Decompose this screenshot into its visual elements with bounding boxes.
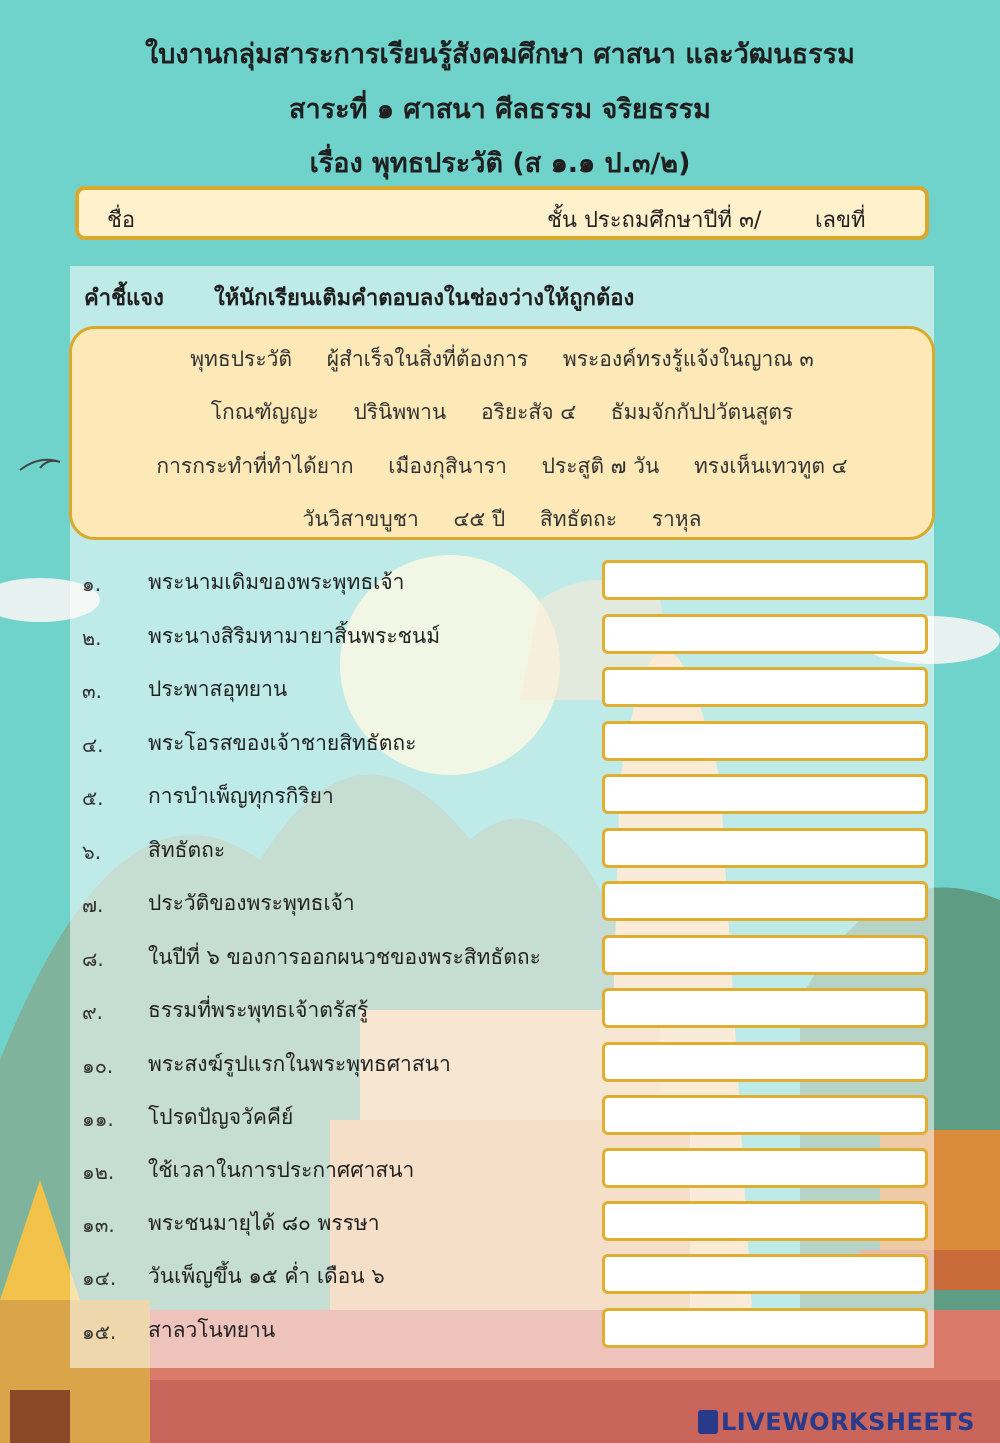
word-bank-item: ๔๕ ปี [453, 507, 506, 531]
answer-field[interactable] [602, 1095, 928, 1135]
word-bank-item: การกระทำที่ทำได้ยาก [156, 454, 354, 478]
word-bank-item: วันวิสาขบูชา [302, 507, 419, 531]
question-row [0, 935, 1000, 979]
question-number: ๑๑. [82, 1107, 114, 1131]
question-text: การบำเพ็ญทุกรกิริยา [148, 784, 334, 808]
question-row [0, 614, 1000, 658]
student-info-box [75, 186, 929, 240]
word-bank-item: พระองค์ทรงรู้แจ้งในญาณ ๓ [562, 347, 814, 371]
question-row [0, 721, 1000, 765]
word-bank-item: เมืองกุสินารา [388, 454, 507, 478]
question-text: ธรรมที่พระพุทธเจ้าตรัสรู้ [148, 998, 369, 1022]
answer-field[interactable] [602, 988, 928, 1028]
instructions-label: คำชี้แจง [84, 286, 164, 311]
question-number: ๑๐. [82, 1054, 114, 1078]
word-bank-item: ทรงเห็นเทวทูต ๔ [693, 454, 848, 478]
logo-text: LIVEWORKSHEETS [721, 1408, 975, 1436]
answer-field[interactable] [602, 935, 928, 975]
word-bank-item: ธัมมจักกัปปวัตนสูตร [610, 400, 794, 424]
question-text: ในปีที่ ๖ ของการออกผนวชของพระสิทธัตถะ [148, 945, 541, 969]
answer-field[interactable] [602, 560, 928, 600]
answer-field[interactable] [602, 667, 928, 707]
answer-field[interactable] [602, 1254, 928, 1294]
question-text: พระโอรสของเจ้าชายสิทธัตถะ [148, 731, 417, 755]
worksheet-topic: เรื่อง พุทธประวัติ (ส ๑.๑ ป.๓/๒) [309, 148, 691, 179]
instructions [84, 280, 635, 315]
word-bank [69, 326, 935, 540]
question-number: ๓. [82, 679, 103, 703]
answer-field[interactable] [602, 614, 928, 654]
answer-field[interactable] [602, 721, 928, 761]
word-bank-line [72, 503, 932, 536]
answer-field[interactable] [602, 1042, 928, 1082]
answer-field[interactable] [602, 828, 928, 868]
question-text: สาลวโนทยาน [148, 1318, 276, 1342]
question-number: ๑๔. [82, 1266, 117, 1290]
question-text: พระนามเดิมของพระพุทธเจ้า [148, 570, 405, 594]
question-number: ๙. [82, 1000, 104, 1024]
worksheet-title: ใบงานกลุ่มสาระการเรียนรู้สังคมศึกษา ศาสนา และวัฒนธรรม [145, 39, 855, 70]
question-text: ใช้เวลาในการประกาศศาสนา [148, 1158, 415, 1182]
class-label: ชั้น ประถมศึกษาปีที่ ๓/ [547, 208, 762, 233]
question-number: ๔. [82, 733, 104, 757]
logo-badge-icon [698, 1410, 718, 1434]
question-row [0, 1042, 1000, 1086]
word-bank-line [72, 450, 932, 483]
question-text: พระนางสิริมหามายาสิ้นพระชนม์ [148, 624, 441, 648]
word-bank-item: อริยะสัจ ๔ [480, 400, 577, 424]
question-row [0, 1095, 1000, 1139]
question-number: ๑๕. [82, 1320, 117, 1344]
word-bank-line [72, 396, 932, 429]
question-number: ๑๓. [82, 1213, 115, 1237]
question-text: พระชนมายุได้ ๘๐ พรรษา [148, 1211, 380, 1235]
answer-field[interactable] [602, 1148, 928, 1188]
word-bank-item: สิทธัตถะ [539, 507, 618, 531]
question-number: ๘. [82, 947, 104, 971]
question-number: ๗. [82, 893, 104, 917]
answer-field[interactable] [602, 774, 928, 814]
question-row [0, 1201, 1000, 1245]
question-text: โปรดปัญจวัคคีย์ [148, 1105, 294, 1129]
question-number: ๑. [82, 572, 102, 596]
number-label: เลขที่ [815, 208, 866, 233]
question-text: วันเพ็ญขึ้น ๑๕ ค่ำ เดือน ๖ [148, 1264, 385, 1288]
liveworksheets-logo [698, 1408, 975, 1436]
question-row [0, 1254, 1000, 1298]
worksheet-strand: สาระที่ ๑ ศาสนา ศีลธรรม จริยธรรม [289, 94, 711, 125]
instructions-text: ให้นักเรียนเติมคำตอบลงในช่องว่างให้ถูกต้อง [214, 286, 635, 311]
question-row [0, 1148, 1000, 1192]
word-bank-item: ปรินิพพาน [353, 400, 447, 424]
question-row [0, 667, 1000, 711]
question-number: ๒. [82, 626, 102, 650]
question-number: ๖. [82, 840, 102, 864]
word-bank-line [72, 343, 932, 376]
answer-field[interactable] [602, 1308, 928, 1348]
question-row [0, 774, 1000, 818]
question-text: ประพาสอุทยาน [148, 677, 288, 701]
name-label: ชื่อ [107, 208, 136, 233]
question-text: สิทธัตถะ [148, 838, 226, 862]
question-number: ๕. [82, 786, 104, 810]
word-bank-item: ราหุล [651, 507, 702, 531]
question-row [0, 988, 1000, 1032]
question-row [0, 560, 1000, 604]
question-row [0, 828, 1000, 872]
question-text: พระสงฆ์รูปแรกในพระพุทธศาสนา [148, 1052, 451, 1076]
word-bank-item: ผู้สำเร็จในสิ่งที่ต้องการ [326, 347, 529, 371]
question-row [0, 881, 1000, 925]
word-bank-item: โกณฑัญญะ [210, 400, 319, 424]
question-text: ประวัติของพระพุทธเจ้า [148, 891, 355, 915]
answer-field[interactable] [602, 881, 928, 921]
word-bank-item: ประสูติ ๗ วัน [541, 454, 660, 478]
question-row [0, 1308, 1000, 1352]
word-bank-item: พุทธประวัติ [190, 347, 293, 371]
question-number: ๑๒. [82, 1160, 115, 1184]
answer-field[interactable] [602, 1201, 928, 1241]
